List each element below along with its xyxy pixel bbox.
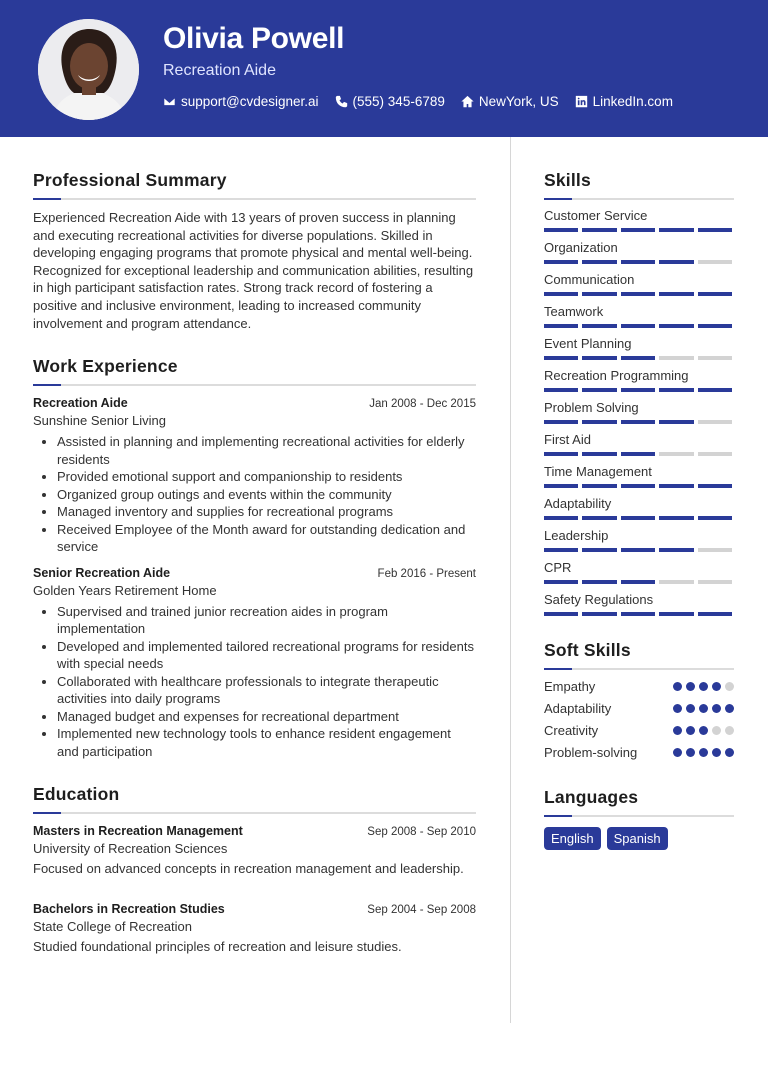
skill-level-segment <box>582 388 616 392</box>
section-title: Soft Skills <box>544 640 631 660</box>
education-section <box>33 784 476 954</box>
skill-name: Safety Regulations <box>544 592 654 607</box>
main-column <box>33 170 476 954</box>
rating-dot <box>712 726 721 735</box>
skill-level-segment <box>582 516 616 520</box>
skill-level-segment <box>659 516 693 520</box>
skill-level-segment <box>621 292 655 296</box>
sidebar-column <box>544 170 734 850</box>
skill-level-segment <box>698 612 732 616</box>
bullet-item: • Developed and implemented tailored recreational programs for residents with special needs <box>57 638 476 673</box>
skill-item <box>544 464 734 488</box>
skill-level-segment <box>621 452 655 456</box>
skill-level-segment <box>582 324 616 328</box>
skill-level-segment <box>659 324 693 328</box>
skill-level-segment <box>544 260 578 264</box>
education-entry <box>33 824 476 876</box>
skill-level-segment <box>698 324 732 328</box>
job-bullets <box>33 433 476 556</box>
job-org: Golden Years Retirement Home <box>33 582 217 598</box>
bullet-item: • Collaborated with healthcare professionals to integrate therapeutic activities into daily programs <box>57 673 476 708</box>
school-name: University of Recreation Sciences <box>33 841 228 857</box>
phone-icon <box>335 95 348 108</box>
skill-level-segment <box>621 580 655 584</box>
soft-skills-section <box>544 640 734 763</box>
soft-skill-rating <box>673 682 734 691</box>
soft-skill-rating <box>673 726 734 735</box>
linkedin-icon <box>575 95 588 108</box>
skill-level-segment <box>698 484 732 488</box>
envelope-icon <box>163 95 176 108</box>
skill-level-bar <box>544 612 734 616</box>
skill-level-segment <box>659 484 693 488</box>
section-rule <box>544 198 734 200</box>
skill-level-segment <box>698 228 732 232</box>
skill-level-bar <box>544 580 734 584</box>
skill-level-segment <box>698 356 732 360</box>
rating-dot <box>673 704 682 713</box>
location-text: NewYork, US <box>478 94 559 109</box>
skill-level-bar <box>544 452 734 456</box>
degree-title: Masters in Recreation Management <box>33 824 243 839</box>
skill-name: Teamwork <box>544 304 604 319</box>
skill-item <box>544 592 734 616</box>
skill-level-segment <box>659 548 693 552</box>
skill-level-bar <box>544 420 734 424</box>
contact-linkedin[interactable] <box>575 94 673 109</box>
skill-item <box>544 240 734 264</box>
rating-dot <box>686 748 695 757</box>
skill-item <box>544 304 734 328</box>
skill-level-segment <box>544 484 578 488</box>
skill-name: Recreation Programming <box>544 368 689 383</box>
home-icon <box>461 95 474 108</box>
skill-level-segment <box>621 516 655 520</box>
rating-dot <box>699 704 708 713</box>
degree-description: Focused on advanced concepts in recreation management and leadership. <box>33 861 464 877</box>
rating-dot <box>673 748 682 757</box>
skill-level-segment <box>544 356 578 360</box>
school-name: State College of Recreation <box>33 919 192 935</box>
skill-level-segment <box>582 484 616 488</box>
skill-level-segment <box>582 548 616 552</box>
skill-level-segment <box>621 228 655 232</box>
rating-dot <box>686 704 695 713</box>
skill-item <box>544 528 734 552</box>
skill-item <box>544 272 734 296</box>
skill-level-bar <box>544 228 734 232</box>
skill-level-bar <box>544 260 734 264</box>
skill-name: Adaptability <box>544 496 612 511</box>
skill-level-segment <box>621 420 655 424</box>
skill-level-segment <box>698 548 732 552</box>
candidate-name: Olivia Powell <box>163 22 345 55</box>
skill-level-segment <box>544 292 578 296</box>
rating-dot <box>699 682 708 691</box>
section-title: Skills <box>544 170 591 190</box>
section-rule <box>544 815 734 817</box>
skill-level-bar <box>544 516 734 520</box>
job-entry <box>33 396 476 556</box>
rating-dot <box>725 748 734 757</box>
rating-dot <box>725 704 734 713</box>
skill-level-segment <box>621 548 655 552</box>
skill-level-segment <box>582 356 616 360</box>
bullet-item: • Organized group outings and events within the community <box>57 486 476 504</box>
phone-text: (555) 345-6789 <box>352 94 445 109</box>
skill-name: Time Management <box>544 464 652 479</box>
skill-item <box>544 368 734 392</box>
skill-level-segment <box>659 260 693 264</box>
soft-skill-name: Problem-solving <box>544 744 638 760</box>
rating-dot <box>673 682 682 691</box>
profile-photo <box>38 19 139 120</box>
skill-level-segment <box>582 228 616 232</box>
job-org: Sunshine Senior Living <box>33 413 166 429</box>
degree-date: Sep 2008 - Sep 2010 <box>367 826 476 839</box>
soft-skill-rating <box>673 704 734 713</box>
degree-date: Sep 2004 - Sep 2008 <box>367 904 476 917</box>
soft-skill-rating <box>673 748 734 757</box>
skill-item <box>544 400 734 424</box>
skill-level-segment <box>659 292 693 296</box>
skill-item <box>544 560 734 584</box>
skill-level-segment <box>698 452 732 456</box>
skill-level-segment <box>659 228 693 232</box>
job-title: Recreation Aide <box>33 396 128 411</box>
rating-dot <box>686 682 695 691</box>
linkedin-text: LinkedIn.com <box>592 94 673 109</box>
skills-section <box>544 170 734 616</box>
soft-skill-name: Creativity <box>544 722 599 738</box>
skill-level-segment <box>621 324 655 328</box>
rating-dot <box>725 726 734 735</box>
skill-level-segment <box>698 420 732 424</box>
skill-level-segment <box>544 612 578 616</box>
soft-skill-name: Empathy <box>544 678 596 694</box>
skills-list <box>544 208 734 616</box>
contact-row <box>163 94 673 109</box>
job-entry <box>33 566 476 761</box>
skill-level-segment <box>544 516 578 520</box>
skill-name: CPR <box>544 560 572 575</box>
soft-skill-item <box>544 675 734 697</box>
skill-level-segment <box>659 612 693 616</box>
work-section <box>33 356 476 760</box>
skill-level-segment <box>621 388 655 392</box>
skill-level-segment <box>544 324 578 328</box>
skill-level-segment <box>698 388 732 392</box>
skill-name: First Aid <box>544 432 591 447</box>
summary-section <box>33 170 476 332</box>
section-title: Professional Summary <box>33 170 227 190</box>
soft-skill-item <box>544 741 734 763</box>
skill-name: Organization <box>544 240 618 255</box>
skill-level-segment <box>544 228 578 232</box>
contact-email[interactable] <box>163 94 319 109</box>
email-text: support@cvdesigner.ai <box>181 94 319 109</box>
skill-item <box>544 208 734 232</box>
skill-level-bar <box>544 292 734 296</box>
language-tags <box>544 827 734 850</box>
skill-level-segment <box>698 260 732 264</box>
education-entry <box>33 902 476 954</box>
job-date: Jan 2008 - Dec 2015 <box>369 398 476 411</box>
rating-dot <box>699 726 708 735</box>
section-rule <box>544 668 734 670</box>
skill-level-segment <box>659 420 693 424</box>
bullet-item: • Implemented new technology tools to enhance resident engagement and participation <box>57 725 476 760</box>
skill-level-segment <box>544 548 578 552</box>
skill-level-segment <box>582 292 616 296</box>
bullet-item: • Assisted in planning and implementing recreational activities for elderly residents <box>57 433 476 468</box>
skill-level-segment <box>544 388 578 392</box>
skill-level-segment <box>698 516 732 520</box>
languages-section <box>544 787 734 850</box>
bullet-item: • Supervised and trained junior recreation aides in program implementation <box>57 603 476 638</box>
skill-level-segment <box>621 612 655 616</box>
skill-level-segment <box>582 420 616 424</box>
skill-level-segment <box>698 292 732 296</box>
skill-item <box>544 432 734 456</box>
skill-level-segment <box>582 260 616 264</box>
soft-skill-name: Adaptability <box>544 700 612 716</box>
skill-level-segment <box>659 580 693 584</box>
degree-title: Bachelors in Recreation Studies <box>33 902 225 917</box>
bullet-item: • Managed budget and expenses for recreational department <box>57 708 476 726</box>
skill-level-segment <box>659 356 693 360</box>
skill-level-bar <box>544 324 734 328</box>
rating-dot <box>686 726 695 735</box>
section-rule <box>33 384 476 386</box>
skill-level-bar <box>544 548 734 552</box>
skill-level-segment <box>621 260 655 264</box>
skill-name: Event Planning <box>544 336 632 351</box>
section-rule <box>33 198 476 200</box>
section-title: Languages <box>544 787 639 807</box>
rating-dot <box>712 748 721 757</box>
skill-level-bar <box>544 388 734 392</box>
skill-level-segment <box>544 580 578 584</box>
resume-header <box>0 0 768 137</box>
bullet-item: • Managed inventory and supplies for recreational programs <box>57 503 476 521</box>
language-tag: English <box>544 827 601 850</box>
contact-phone[interactable] <box>335 94 445 109</box>
summary-text: Experienced Recreation Aide with 13 years of proven success in planning and executing recreational activities for diverse populations. Skilled in developing engaging programs that promote physical and mental well-being. Recognized for exceptional leadership and communication abilities, resulting in high participant satisfaction rates. Strong track record of fostering a positive and inclusive environment, leading to increased community involvement and program attendance. <box>33 210 474 331</box>
skill-name: Leadership <box>544 528 609 543</box>
skill-level-segment <box>621 484 655 488</box>
soft-skill-item <box>544 719 734 741</box>
skill-level-segment <box>659 452 693 456</box>
skill-level-bar <box>544 356 734 360</box>
skill-level-segment <box>582 612 616 616</box>
rating-dot <box>673 726 682 735</box>
language-tag: Spanish <box>607 827 668 850</box>
soft-skill-item <box>544 697 734 719</box>
skill-name: Customer Service <box>544 208 648 223</box>
skill-item <box>544 496 734 520</box>
bullet-item: • Provided emotional support and companionship to residents <box>57 468 476 486</box>
avatar <box>38 19 139 120</box>
rating-dot <box>699 748 708 757</box>
rating-dot <box>712 682 721 691</box>
rating-dot <box>725 682 734 691</box>
candidate-role: Recreation Aide <box>163 62 276 79</box>
skill-level-segment <box>544 452 578 456</box>
skill-name: Communication <box>544 272 635 287</box>
contact-location <box>461 94 559 109</box>
skill-level-segment <box>544 420 578 424</box>
skill-level-segment <box>698 580 732 584</box>
section-title: Work Experience <box>33 356 178 377</box>
section-rule <box>33 812 476 814</box>
job-bullets <box>33 603 476 761</box>
skill-level-segment <box>621 356 655 360</box>
column-divider <box>510 137 511 1023</box>
rating-dot <box>712 704 721 713</box>
degree-description: Studied foundational principles of recreation and leisure studies. <box>33 939 402 955</box>
bullet-item: • Received Employee of the Month award for outstanding dedication and service <box>57 521 476 556</box>
soft-skills-list <box>544 675 734 763</box>
skill-level-segment <box>582 580 616 584</box>
job-date: Feb 2016 - Present <box>377 567 476 580</box>
job-title: Senior Recreation Aide <box>33 565 171 580</box>
skill-name: Problem Solving <box>544 400 639 415</box>
skill-level-segment <box>582 452 616 456</box>
section-title: Education <box>33 784 120 805</box>
skill-level-bar <box>544 484 734 488</box>
skill-item <box>544 336 734 360</box>
skill-level-segment <box>659 388 693 392</box>
